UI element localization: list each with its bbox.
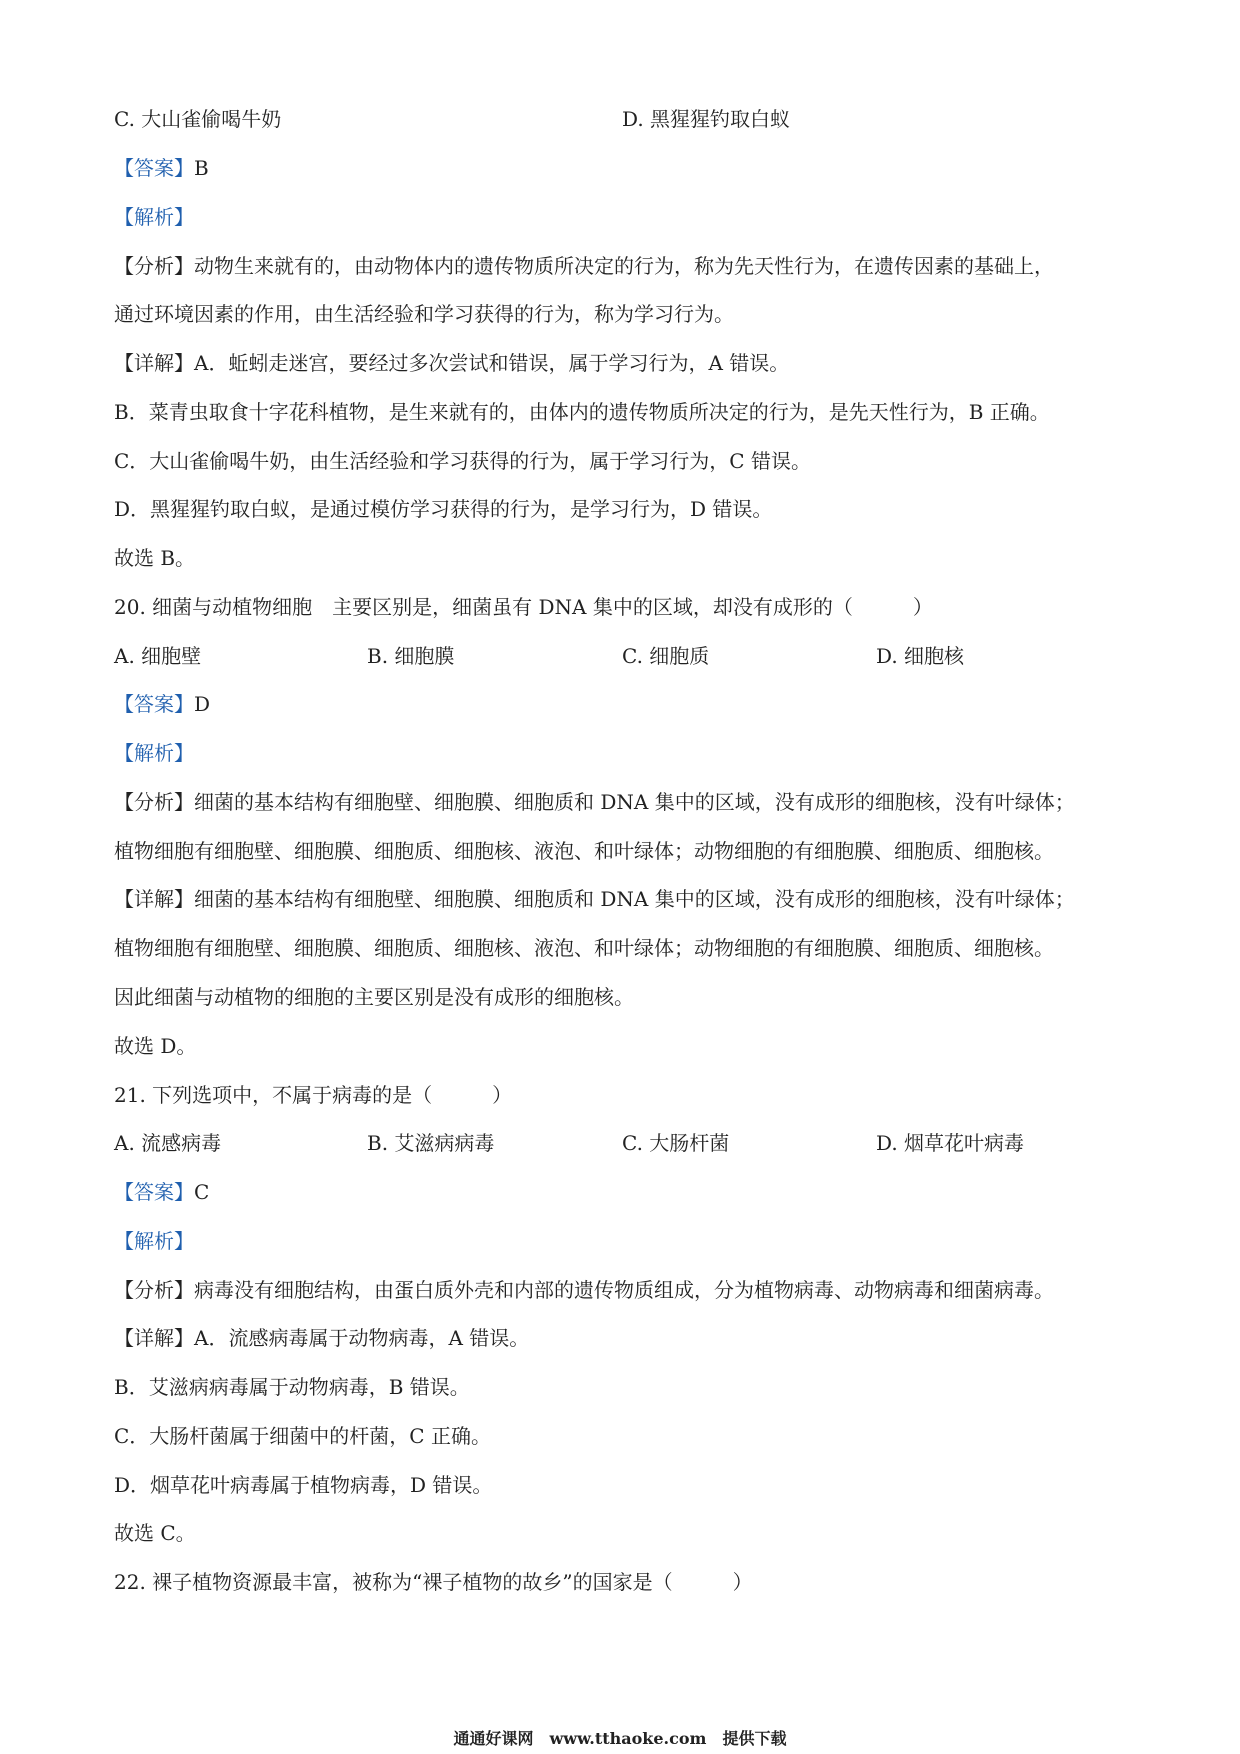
q21-detail-a	[114, 1324, 529, 1352]
analysis-tag: 【分析】	[114, 1278, 194, 1302]
q21-answer-line	[114, 1178, 209, 1206]
footer-credit: 通通好课网 www.tthaoke.com 提供下载	[453, 1729, 787, 1748]
option-d-q19: D. 黑猩猩钓取白蚁	[622, 107, 791, 131]
q20-jiexi-tag: 【解析】	[114, 741, 194, 765]
q21-conclusion: 故选 C。	[114, 1521, 196, 1545]
q20-option-d: D. 细胞核	[876, 644, 965, 668]
q20-question: 20. 细菌与动植物细胞 主要区别是，细菌虽有 DNA 集中的区域，却没有成形的（ ）	[114, 595, 933, 619]
q21-detail-a-text: A．流感病毒属于动物病毒，A 错误。	[194, 1326, 530, 1350]
q19-detail-a-text: A．蚯蚓走迷宫，要经过多次尝试和错误，属于学习行为，A 错误。	[194, 351, 790, 375]
q19-detail-b: B．菜青虫取食十字花科植物，是生来就有的，由体内的遗传物质所决定的行为，是先天性行为，B 正确。	[114, 400, 1050, 424]
q21-detail-c: C．大肠杆菌属于细菌中的杆菌，C 正确。	[114, 1424, 491, 1448]
q20-detail-text-1: 细菌的基本结构有细胞壁、细胞膜、细胞质和 DNA 集中的区域，没有成形的细胞核，没有叶绿体；	[194, 887, 1075, 911]
q21-detail-d: D．烟草花叶病毒属于植物病毒，D 错误。	[114, 1473, 493, 1497]
q20-analysis-line-2: 植物细胞有细胞壁、细胞膜、细胞质、细胞核、液泡、和叶绿体；动物细胞的有细胞膜、细胞质、细胞核。	[114, 839, 1054, 863]
q19-detail-a	[114, 349, 789, 377]
option-c-q19: C. 大山雀偷喝牛奶	[114, 107, 282, 131]
q20-answer-line	[114, 690, 210, 718]
analysis-tag: 【分析】	[114, 790, 194, 814]
q21-option-d: D. 烟草花叶病毒	[876, 1131, 1025, 1155]
q19-answer-line	[114, 154, 209, 182]
q21-answer: C	[194, 1180, 210, 1204]
q19-analysis-text-1: 动物生来就有的，由动物体内的遗传物质所决定的行为，称为先天性行为，在遗传因素的基础上，	[194, 254, 1054, 278]
q21-analysis-text-1: 病毒没有细胞结构，由蛋白质外壳和内部的遗传物质组成，分为植物病毒、动物病毒和细菌病毒。	[194, 1278, 1054, 1302]
q19-analysis-line-1	[114, 252, 1054, 280]
q21-option-c: C. 大肠杆菌	[622, 1131, 730, 1155]
detail-tag: 【详解】	[114, 351, 194, 375]
q21-detail-b: B．艾滋病病毒属于动物病毒，B 错误。	[114, 1375, 470, 1399]
q19-analysis-line-2: 通过环境因素的作用，由生活经验和学习获得的行为，称为学习行为。	[114, 302, 734, 326]
q21-option-b: B. 艾滋病病毒	[367, 1131, 495, 1155]
answer-tag: 【答案】	[114, 692, 194, 716]
q20-option-a: A. 细胞壁	[114, 644, 202, 668]
q20-analysis-text-1: 细菌的基本结构有细胞壁、细胞膜、细胞质和 DNA 集中的区域，没有成形的细胞核，没有叶绿体；	[194, 790, 1075, 814]
q19-detail-d: D．黑猩猩钓取白蚁，是通过模仿学习获得的行为，是学习行为，D 错误。	[114, 497, 773, 521]
q20-detail-line-2: 植物细胞有细胞壁、细胞膜、细胞质、细胞核、液泡、和叶绿体；动物细胞的有细胞膜、细胞质、细胞核。	[114, 936, 1054, 960]
q21-question: 21. 下列选项中，不属于病毒的是（ ）	[114, 1083, 513, 1107]
q21-option-a: A. 流感病毒	[114, 1131, 222, 1155]
q20-detail-line-3: 因此细菌与动植物的细胞的主要区别是没有成形的细胞核。	[114, 985, 634, 1009]
q20-detail-line-1	[114, 885, 1075, 913]
q19-detail-c: C．大山雀偷喝牛奶，由生活经验和学习获得的行为，属于学习行为，C 错误。	[114, 449, 811, 473]
q21-analysis-line-1	[114, 1276, 1054, 1304]
answer-tag: 【答案】	[114, 156, 194, 180]
answer-tag: 【答案】	[114, 1180, 194, 1204]
q20-conclusion: 故选 D。	[114, 1034, 197, 1058]
detail-tag: 【详解】	[114, 1326, 194, 1350]
q20-answer: D	[194, 692, 211, 716]
q20-option-b: B. 细胞膜	[367, 644, 455, 668]
q19-answer: B	[194, 156, 209, 180]
q20-analysis-line-1	[114, 788, 1075, 816]
analysis-tag: 【分析】	[114, 254, 194, 278]
q22-question: 22. 裸子植物资源最丰富，被称为“裸子植物的故乡”的国家是（ ）	[114, 1570, 753, 1594]
q19-jiexi-tag: 【解析】	[114, 205, 194, 229]
q21-jiexi-tag: 【解析】	[114, 1229, 194, 1253]
q20-option-c: C. 细胞质	[622, 644, 710, 668]
q19-conclusion: 故选 B。	[114, 546, 196, 570]
detail-tag: 【详解】	[114, 887, 194, 911]
